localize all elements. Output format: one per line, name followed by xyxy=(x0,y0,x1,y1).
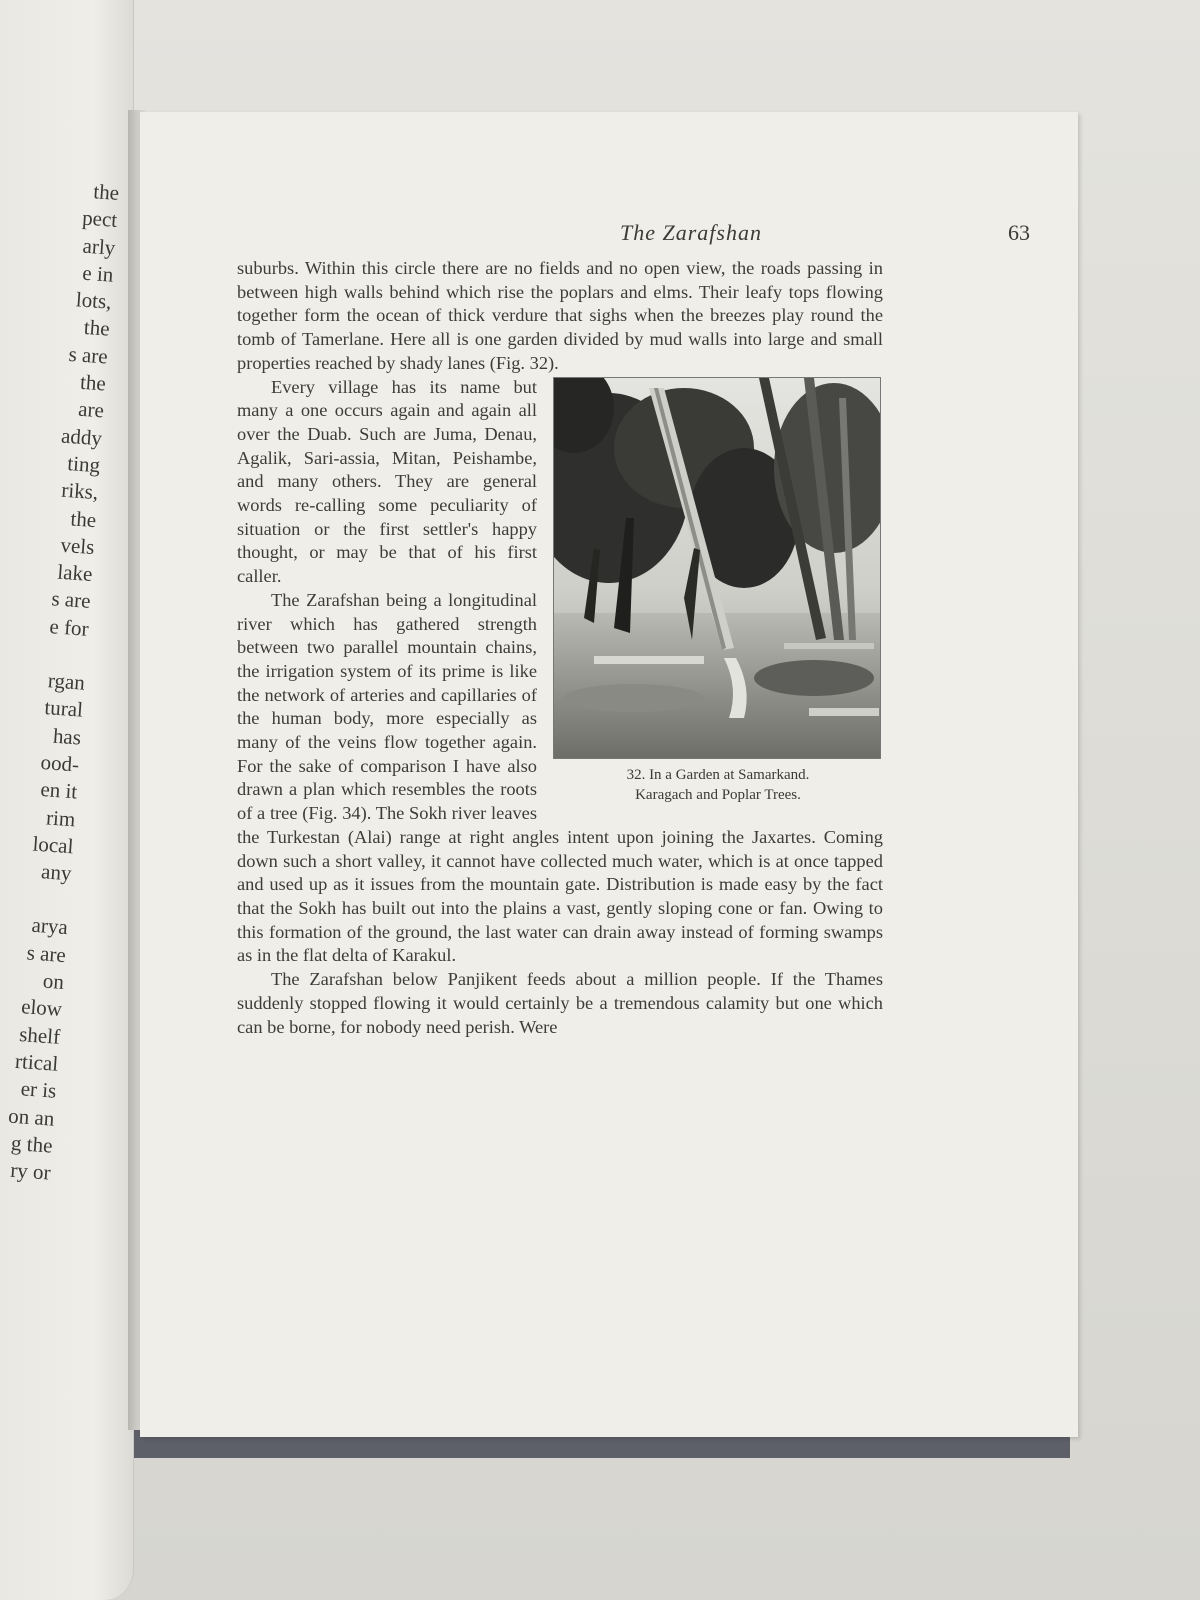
paragraph-4: The Zarafshan below Panjikent feeds about a million people. If the Thames suddenly stopped flowing it would certainly be a tremendous calamity but one which can be borne, for nobody need perish. Were xyxy=(237,969,883,1037)
left-page-fragment: any xyxy=(40,859,73,886)
left-page-text-fragments xyxy=(0,172,120,1187)
left-page-fragment: s are xyxy=(67,341,109,369)
left-page-fragment: lots, xyxy=(75,287,113,314)
page-number: 63 xyxy=(1008,220,1030,245)
left-page-fragment: e in xyxy=(81,260,115,287)
figure-caption xyxy=(553,765,883,805)
left-page-fragment: on an xyxy=(7,1103,56,1131)
left-page-fragment: rim xyxy=(45,804,77,831)
caption-line-1: 32. In a Garden at Samarkand. xyxy=(626,766,810,783)
running-head-title: The Zarafshan xyxy=(620,220,762,245)
left-page-fragment: the xyxy=(69,505,98,532)
paragraph-1: suburbs. Within this circle there are no fields and no open view, the roads passing in between high walls behind which rise the poplars and elms. Their leafy tops flowing together form the ocean of thick verdure that sighs when the breezes play round the tomb of Tamerlane. Here all is one garden divided by mud walls into large and small properties reached by shady lanes (Fig. 32). xyxy=(237,258,883,373)
left-page-fragment: e for xyxy=(48,613,90,641)
left-page-fragment: local xyxy=(31,831,75,859)
body-text xyxy=(237,257,883,1039)
left-page-fragment: pect xyxy=(81,205,119,233)
left-page-fragment: the xyxy=(92,179,120,205)
left-page-fragment: has xyxy=(52,723,82,750)
left-page-fragment: addy xyxy=(60,423,103,451)
left-page-fragment: lake xyxy=(56,559,94,587)
paragraph-3: The Zarafshan being a longitudinal river which has gathered strength between two parallel mountain chains, the irrigation system of its prime is like the network of arteries and capillaries of the human body, more especially as many of the veins flow together again. For the sake of comparison I have also drawn a plan which resembles the roots of a tree (Fig. 34). The Sokh river leaves the Turkestan (Alai) range at right angles intent upon joining the Jaxartes. Coming down such a short valley, it cannot have collected much water, which is at once tapped and used up as it issues from the mountain gate. Distribution is made easy by the fact that the Sokh has built out into the plains a vast, gently sloping cone or fan. Owing to this formation of the ground, the last water can drain away instead of forming swamps as in the flat delta of Karakul. xyxy=(237,589,883,966)
left-page-fragment: ting xyxy=(66,451,101,478)
garden-photo xyxy=(553,377,881,759)
left-page-fragment: the xyxy=(79,369,107,396)
left-page-fragment: rgan xyxy=(47,668,86,695)
left-page-fragment: are xyxy=(77,397,105,423)
left-page-fragment: en it xyxy=(39,777,79,804)
left-page-fragment: ry or xyxy=(9,1157,52,1185)
caption-line-2: Karagach and Poplar Trees. xyxy=(635,786,801,803)
left-page-fragment: s are xyxy=(50,586,92,614)
left-page-fragment: ood- xyxy=(39,749,80,777)
left-page-fragment: g the xyxy=(10,1130,54,1158)
paragraph-2: Every village has its name but many a one occurs again and again all over the Duab. Such are Juma, Denau, Agalik, Sari-assia, Mitan, Peishambe, and many others. They are general words re-calling some peculiarity of situation or the first settler's happy thought, or may be that of his first caller. xyxy=(237,376,537,587)
left-page-fragment: er is xyxy=(19,1076,58,1103)
figure-32 xyxy=(553,377,883,805)
running-head xyxy=(490,220,1030,250)
left-page-fragment: the xyxy=(83,315,111,342)
left-page-fragment: elow xyxy=(20,994,63,1022)
left-page-fragment: s are xyxy=(26,940,67,967)
left-page-fragment: on xyxy=(42,968,65,995)
left-page-fragment: riks, xyxy=(60,477,99,505)
left-page-fragment: tural xyxy=(43,695,84,723)
left-page-fragment: rtical xyxy=(14,1048,60,1076)
left-page-fragment: shelf xyxy=(18,1021,61,1049)
left-page-fragment: arly xyxy=(81,233,117,260)
left-page-fragment: vels xyxy=(59,532,96,559)
left-page-fragment: arya xyxy=(30,913,69,940)
left-page xyxy=(0,0,134,1600)
right-page xyxy=(140,112,1078,1437)
